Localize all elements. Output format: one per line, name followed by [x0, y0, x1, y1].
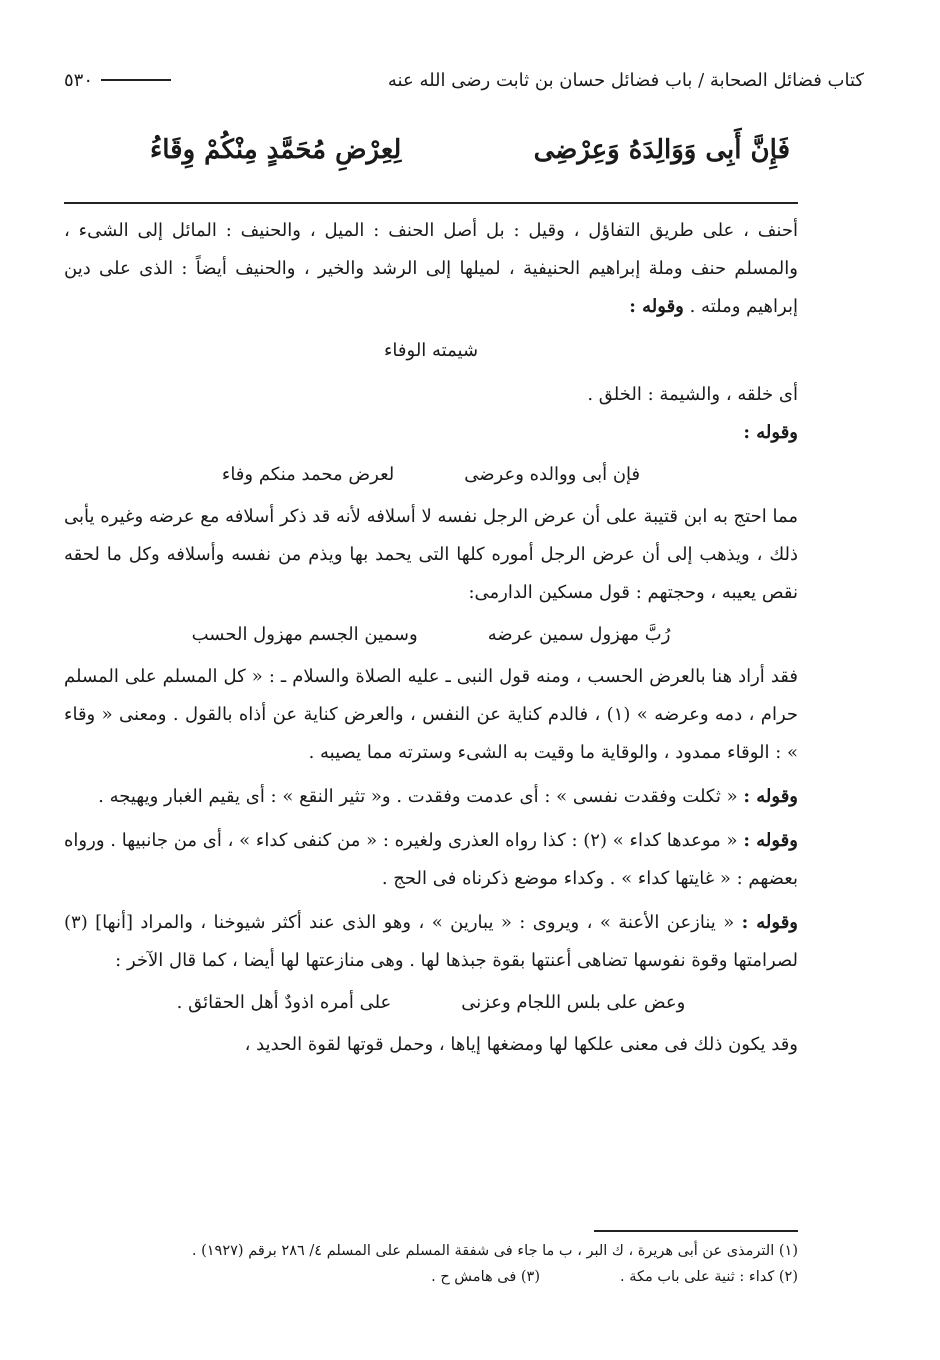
paragraph-1-text: أحنف ، على طريق التفاؤل ، وقيل : بل أصل الحنف : الميل ، والحنيف : المائل إلى الشىء ، والمسلم حنف وملة إبراهيم الحنيفية ، لميلها إلى الرشد والخير ، والحنيف أيضاً : الذى على دين إبراهيم وملته . [64, 220, 798, 317]
paragraph-9: وقد يكون ذلك فى معنى علكها لها ومضغها إياها ، وحمل قوتها لقوة الحديد ، [244, 1034, 798, 1055]
paragraph-6 [64, 778, 798, 816]
top-divider [64, 202, 798, 204]
verse-3-first: رُبَّ مهزول سمين عرضه [487, 624, 671, 645]
footnote-divider [594, 1230, 798, 1232]
paragraph-2: أى خلقه ، والشيمة : الخلق . [587, 384, 798, 405]
footnote-2: (٢) كداء : ثنية على باب مكة . [620, 1269, 798, 1285]
paragraph-8-text: « ينازعن الأعنة » ، ويروى : « يبارين » ، وهو الذى عند أكثر شيوخنا ، والمراد [أنها] (٣) لصرامتها وقوة نفوسها تضاهى أعنتها بقوة جبذها لها . وهى منازعتها لها أيضا ، كما قال الآخر : [64, 912, 798, 971]
top-verse-second-hemistich: لِعِرْضِ مُحَمَّدٍ مِنْكُمْ وِقَاءُ [150, 135, 402, 165]
keyword-qawluhu: وقوله : [743, 830, 798, 851]
page-number-group [64, 70, 171, 91]
commentary-body [64, 212, 798, 1064]
verse-4-first: وعض على بلس اللجام وعزنى [461, 992, 686, 1013]
paragraph-4: مما احتج به ابن قتيبة على أن عرض الرجل نفسه لا أسلافه لأنه قد ذكر أسلافه مع عرضه وغيره يأبى ذلك ، ويذهب إلى أن عرض الرجل أموره كلها التى يحمد بها ويذم من نفسه وأسلافه وكل ما لحقه نقص يعيبه ، وحجتهم : قول مسكين الدارمى: [64, 506, 798, 603]
running-title: كتاب فضائل الصحابة / باب فضائل حسان بن ثابت رضى الله عنه [387, 69, 864, 91]
paragraph-8 [64, 904, 798, 980]
paragraph-6-text: « ثكلت وفقدت نفسى » : أى عدمت وفقدت . و« تثير النقع » : أى يقيم الغبار ويهيجه . [98, 786, 738, 807]
keyword-qawluhu: وقوله : [743, 422, 798, 443]
keyword-qawluhu: وقوله : [743, 786, 798, 807]
verse-2-first: فإن أبى ووالده وعرضى [464, 464, 641, 485]
verse-2 [64, 456, 798, 494]
keyword-qawluhu: وقوله : [629, 296, 684, 317]
page-header [64, 62, 864, 98]
paragraph-5: فقد أراد هنا بالعرض الحسب ، ومنه قول النبى ـ عليه الصلاة والسلام ـ : « كل المسلم على المسلم حرام ، دمه وعرضه » (١) ، فالدم كناية عن النفس ، والعرض كناية عن أذاه بالقول . ومعنى « وقاء » : الوقاء ممدود ، والوقاية ما وقيت به الشىء وسترته مما يصيبه . [64, 666, 798, 763]
footnote-line-2 [100, 1264, 798, 1290]
paragraph-1 [64, 212, 798, 326]
page-number: ٥٣٠ [64, 69, 94, 91]
verse-4 [64, 984, 798, 1022]
paragraph-7 [64, 822, 798, 898]
paragraph-7-text: « موعدها كداء » (٢) : كذا رواه العذرى ولغيره : « من كنفى كداء » ، أى من جانبيها . ورواه بعضهم : « غايتها كداء » . وكداء موضع ذكرناه فى الحج . [64, 830, 798, 889]
verse-2-second: لعرض محمد منكم وفاء [221, 464, 395, 485]
quote-shimatuhu: شيمته الوفاء [383, 340, 479, 361]
keyword-qawluhu: وقوله : [741, 912, 798, 933]
verse-3 [64, 616, 798, 654]
header-dash [101, 79, 171, 81]
footnote-3: (٣) فى هامش ح . [431, 1269, 540, 1285]
verse-3-second: وسمين الجسم مهزول الحسب [191, 624, 418, 645]
footnote-1: (١) الترمذى عن أبى هريرة ، ك البر ، ب ما جاء فى شفقة المسلم على المسلم ٤/ ٢٨٦ برقم (١٩٢٧) . [191, 1243, 798, 1259]
verse-4-second: على أمره اذودٌ أهل الحقائق . [176, 992, 392, 1013]
top-verse [150, 118, 790, 182]
footnotes [100, 1238, 798, 1290]
top-verse-first-hemistich: فَإِنَّ أَبِى وَوَالِدَهُ وَعِرْضِى [533, 135, 790, 165]
